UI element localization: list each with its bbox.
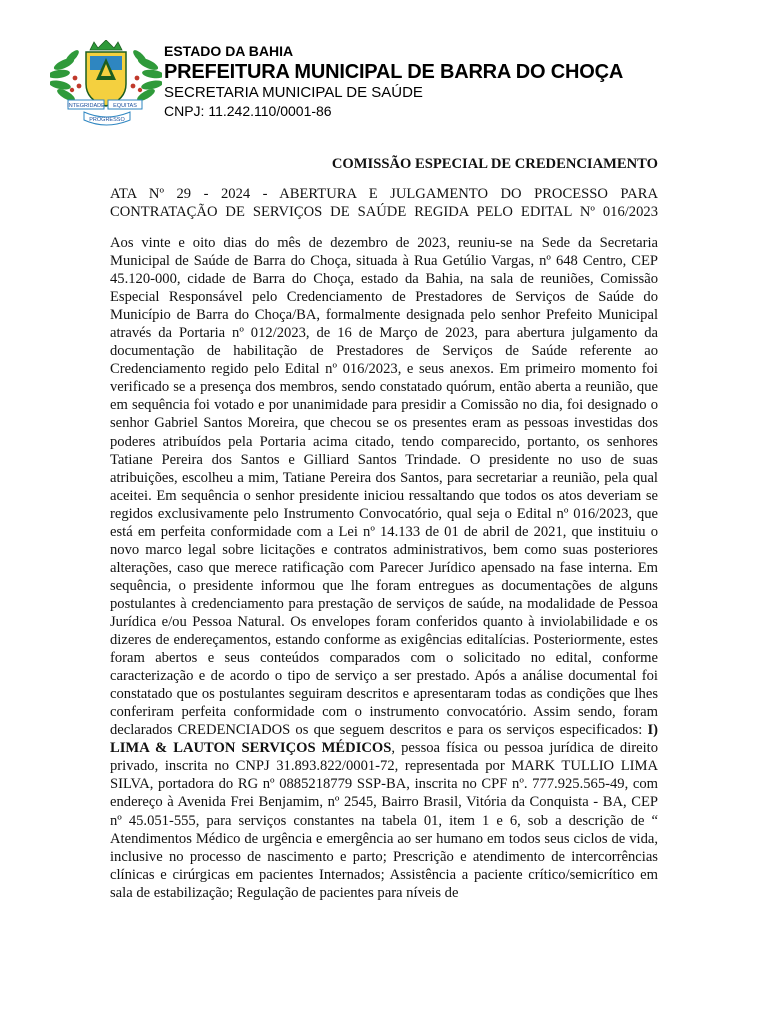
body-text-part-1: Aos vinte e oito dias do mês de dezembro de 2023, reuniu-se na Sede da Secretaria Municipal de Saúde de Barra do Choça, situada à Rua Getúlio Vargas, nº 648 Centro, CEP 45.120-000, cidade de Barra do Choça, estado da Bahia, na sala de reuniões, Comissão Especial Responsável pelo Credenciamento de Prestadores de Serviços de Saúde do Município de Barra do Choça/BA, formalmente designada pelo senhor Prefeito Municipal através da Portaria nº 012/2023, de 16 de Março de 2023, para abertura julgamento da documentação de habilitação de Prestadores de Serviços de Saúde referente ao Credenciamento regido pelo Edital nº 016/2023, e seus anexos. Em primeiro momento foi verificado se a presença dos membros, sendo constatado quórum, então aberta a reunião, que em sequência foi votado e por unanimidade para presidir a Comissão no dia, foi designado o senhor Gabriel Santos Moreira, que checou se os presentes eram as pessoas investidas dos poderes atribuídos pela Portaria acima citado, tendo comparecido, portanto, os senhores Tatiane Pereira dos Santos e Gilliard Santos Trindade. O presidente no uso de suas atribuições, escolheu a mim, Tatiane Pereira dos Santos, para secretariar a reunião, pela qual aceitei. Em sequência o senhor presidente iniciou ressaltando que todos os atos deveriam se regidos exclusivamente pelo Instrumento Convocatório, qual seja o Edital nº 016/2023, que está em perfeita conformidade com a Lei nº 14.133 de 01 de abril de 2021, que instituiu o novo marco legal sobre licitações e contratos administrativos, bem como suas posteriores alterações, caso que merece ratificação com Parecer Jurídico apensado na fase interna. Em sequência, o presidente informou que lhe foram entregues as documentações de alguns postulantes à credenciamento para prestação de serviços de saúde, na modalidade de Pessoa Jurídica e/ou Pessoa Natural. Os envelopes foram conferidos quanto à inviolabilidade e os dizeres de endereçamentos, estando conforme as exigências editalícias. Posteriormente, estes foram abertos e seus conteúdos comparados com o solicitado no edital, conforme caracterização e de acordo o tipo de serviço a ser prestado. Após a análise documental foi constatado que os postulantes seguiram descritos e apresentaram todas as condições que lhes conferiram perfeita conformidade com o instrumento convocatório. Assim sendo, foram declarados CREDENCIADOS os que seguem descritos e para os serviços especificados: (110, 235, 658, 739)
municipal-coat-of-arms-logo (50, 40, 162, 128)
ribbon-right-text: EQUITAS (113, 103, 137, 109)
ata-title-line-2: CONTRATAÇÃO DE SERVIÇOS DE SAÚDE REGIDA PELO EDITAL Nº 016/2023 (110, 204, 658, 220)
commission-title: COMISSÃO ESPECIAL DE CREDENCIAMENTO (331, 156, 658, 172)
letterhead-text (164, 43, 623, 120)
prefeitura-name: PREFEITURA MUNICIPAL DE BARRA DO CHOÇA (164, 61, 624, 83)
ata-title-line-1: ATA Nº 29 - 2024 - ABERTURA E JULGAMENTO DO PROCESSO PARA (110, 186, 658, 202)
letterhead (50, 40, 710, 130)
document-body (110, 234, 658, 902)
ata-title (110, 185, 658, 221)
ribbon-bottom-text: PROGRESSO (89, 117, 125, 123)
cnpj-number: CNPJ: 11.242.110/0001-86 (164, 103, 332, 119)
credentialed-company-name: I) LIMA & LAUTON SERVIÇOS MÉDICOS (110, 722, 658, 757)
body-paragraph (110, 234, 658, 902)
body-text-part-2: , pessoa física ou pessoa jurídica de direito privado, inscrita no CNPJ 31.893.822/0001-72, representada por MARK TULLIO LIMA SILVA, portadora do RG nº 0885218779 SSP-BA, inscrita no CPF nº. 777.925.565-49, com endereço à Avenida Frei Benjamim, nº 2545, Bairro Brasil, Vitória da Conquista - BA, CEP nº 45.051-555, para serviços constantes na tabela 01, item 1 e 6, sob a descrição de “ Atendimentos Médico de urgência e emergência ao ser humano em todos seus ciclos de vida, inclusive no processo de nascimento e parto; Prescrição e atendimento de intercorrências clínicas e cirúrgicas em pacientes Internados; Assistência a paciente crítico/semicrítico em sala de estabilização; Regulação de pacientes para níveis de (110, 740, 659, 901)
secretaria-name: SECRETARIA MUNICIPAL DE SAÚDE (164, 84, 423, 101)
state-name: ESTADO DA BAHIA (164, 43, 294, 59)
ribbon-left-text: INTEGRIDADE (67, 103, 105, 109)
